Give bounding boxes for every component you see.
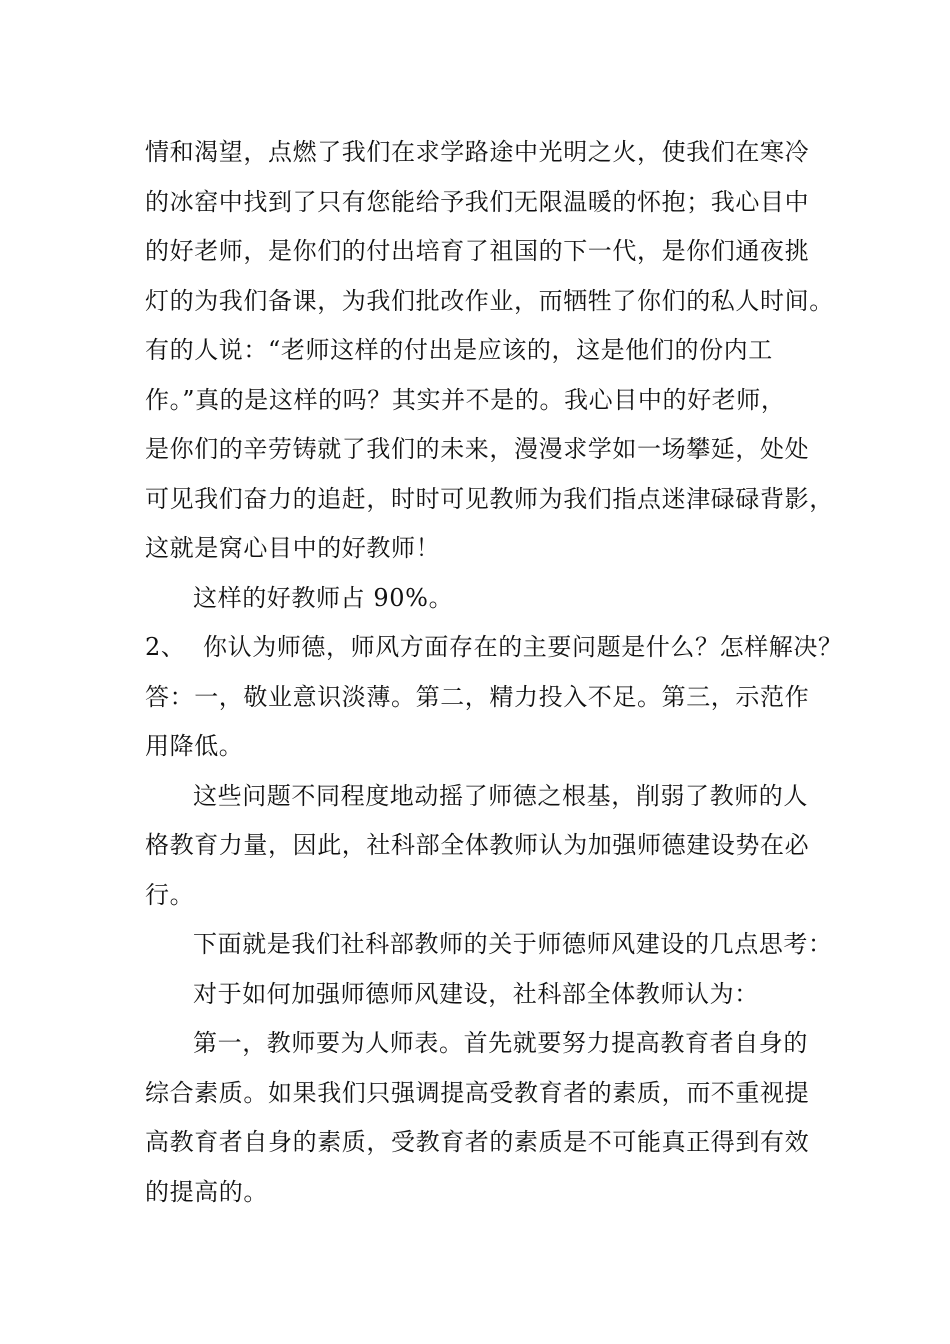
document-body xyxy=(0,128,950,1217)
text-line xyxy=(0,673,950,723)
text-line xyxy=(0,227,950,277)
text-line xyxy=(0,376,950,426)
line-text: 这些问题不同程度地动摇了师德之根基，削弱了教师的人 xyxy=(193,781,808,810)
line-text: 的冰窑中找到了只有您能给予我们无限温暖的怀抱；我心目中 xyxy=(145,187,810,216)
line-text: 对于如何加强师德师风建设，社科部全体教师认为： xyxy=(193,979,759,1008)
line-text: 作。”真的是这样的吗？其实并不是的。我心目中的好老师， xyxy=(145,385,786,414)
question-line xyxy=(0,623,950,673)
text-line xyxy=(0,871,950,921)
question-text: 你认为师德，师风方面存在的主要问题是什么？怎样解决？ xyxy=(203,633,843,661)
text-line xyxy=(0,1118,950,1168)
line-text: 可见我们奋力的追赶，时时可见教师为我们指点迷津碌碌背影， xyxy=(145,484,834,513)
line-text: 格教育力量，因此，社科部全体教师认为加强师德建设势在必 xyxy=(145,831,810,859)
line-text: 综合素质。如果我们只强调提高受教育者的素质，而不重视提 xyxy=(145,1078,810,1107)
line-text: 的提高的。 xyxy=(145,1177,268,1206)
text-line xyxy=(0,574,950,624)
text-line xyxy=(0,277,950,327)
text-line xyxy=(0,1168,950,1218)
line-text: 是你们的辛劳铸就了我们的未来，漫漫求学如一场攀延，处处 xyxy=(145,435,810,463)
line-text: 的好老师，是你们的付出培育了祖国的下一代，是你们通夜挑 xyxy=(145,237,810,265)
text-line xyxy=(0,128,950,178)
text-line xyxy=(0,772,950,822)
text-line xyxy=(0,970,950,1020)
line-text: 有的人说：“老师这样的付出是应该的，这是他们的份内工 xyxy=(145,336,773,364)
text-line xyxy=(0,178,950,228)
text-line xyxy=(0,425,950,475)
line-text: 高教育者自身的素质，受教育者的素质是不可能真正得到有效 xyxy=(145,1128,810,1156)
text-line xyxy=(0,920,950,970)
text-line xyxy=(0,326,950,376)
line-text: 情和渴望，点燃了我们在求学路途中光明之火，使我们在寒冷 xyxy=(145,138,810,166)
line-text: 第一，教师要为人师表。首先就要努力提高教育者自身的 xyxy=(193,1029,808,1057)
text-line xyxy=(0,821,950,871)
text-line xyxy=(0,475,950,525)
text-line xyxy=(0,1019,950,1069)
line-text: 用降低。 xyxy=(145,732,244,760)
line-text: 答：一，敬业意识淡薄。第二，精力投入不足。第三，示范作 xyxy=(145,682,810,711)
text-line xyxy=(0,722,950,772)
line-text: 灯的为我们备课，为我们批改作业，而牺牲了你们的私人时间。 xyxy=(145,286,834,315)
question-number: 2、 xyxy=(145,633,186,661)
text-line xyxy=(0,1069,950,1119)
line-text: 这就是窝心目中的好教师！ xyxy=(145,534,441,562)
text-line xyxy=(0,524,950,574)
line-text: 下面就是我们社科部教师的关于师德师风建设的几点思考： xyxy=(193,930,833,958)
line-text: 这样的好教师占 90%。 xyxy=(193,583,454,612)
line-text: 行。 xyxy=(145,880,195,909)
